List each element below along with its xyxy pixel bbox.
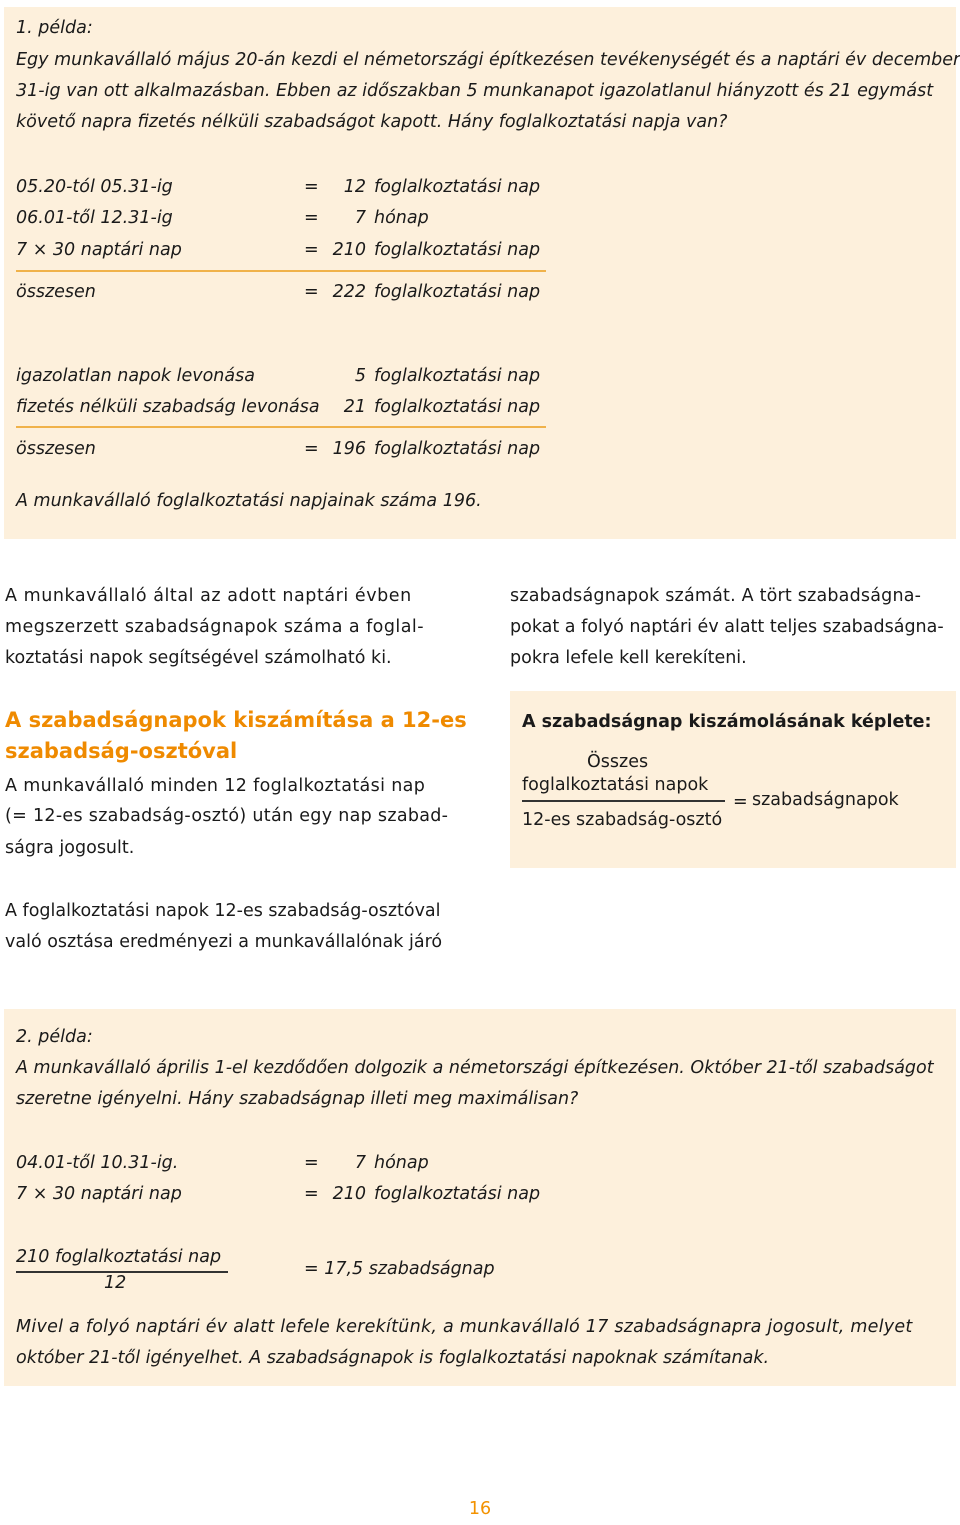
section-heading: A szabadságnapok kiszámítása a 12-es: [5, 708, 467, 732]
sum-rule: [16, 426, 546, 428]
calc-eq: =: [304, 177, 319, 197]
calc-unit: foglalkoztatási nap: [374, 177, 541, 197]
fraction-denominator: 12: [104, 1273, 127, 1293]
formula-denominator: 12-es szabadság-osztó: [522, 810, 723, 830]
formula-numerator: Összes: [587, 752, 649, 772]
example2-question-line: szeretne igényelni. Hány szabadságnap illeti meg maximálisan?: [16, 1089, 579, 1109]
division-paragraph-line: való osztása eredményezi a munkavállalónak járó: [5, 932, 443, 952]
deduction-num: 21: [343, 397, 366, 417]
intro-paragraph-line: koztatási napok segítségével számolható ki.: [5, 648, 392, 668]
example2-title: 2. példa:: [16, 1027, 93, 1047]
page-number: 16: [468, 1499, 492, 1519]
calc-num: 210: [332, 240, 366, 260]
right-paragraph-line: szabadságnapok számát. A tört szabadságna-: [510, 586, 922, 606]
calc-unit: hónap: [374, 1153, 429, 1173]
deduction-label: fizetés nélküli szabadság levonása: [16, 397, 320, 417]
formula-title: A szabadságnap kiszámolásának képlete:: [522, 712, 932, 732]
section-heading: szabadság-osztóval: [5, 739, 238, 763]
example1-question-line: 31-ig van ott alkalmazásban. Ebben az időszakban 5 munkanapot igazolatlanul hiányzott és 21 egymást: [16, 81, 934, 101]
total-label: összesen: [16, 282, 96, 302]
calc-num: 12: [343, 177, 366, 197]
intro-paragraph-line: A munkavállaló által az adott naptári évben: [5, 586, 412, 606]
formula-result: szabadságnapok: [752, 790, 899, 810]
example2-conclusion-line: Mivel a folyó naptári év alatt lefele kerekítünk, a munkavállaló 17 szabadságnapra jogosult, melyet: [16, 1317, 913, 1337]
total-eq: =: [304, 439, 319, 459]
fraction-numerator: 210 foglalkoztatási nap: [16, 1247, 222, 1267]
total-eq: =: [304, 282, 319, 302]
calc-label: 06.01-től 12.31-ig: [16, 208, 173, 228]
calc-eq: =: [304, 240, 319, 260]
calc-eq: =: [304, 208, 319, 228]
division-paragraph-line: A foglalkoztatási napok 12-es szabadság-osztóval: [5, 901, 441, 921]
example2-conclusion-line: október 21-től igényelhet. A szabadságnapok is foglalkoztatási napoknak számítanak.: [16, 1348, 770, 1368]
example1-conclusion: A munkavállaló foglalkoztatási napjainak száma 196.: [16, 491, 482, 511]
total-unit: foglalkoztatási nap: [374, 282, 541, 302]
total-label: összesen: [16, 439, 96, 459]
formula-equals: =: [733, 792, 748, 812]
calc-unit: foglalkoztatási nap: [374, 1184, 541, 1204]
sum-rule: [16, 270, 546, 272]
calc-eq: =: [304, 1184, 319, 1204]
example1-question-line: követő napra fizetés nélküli szabadságot kapott. Hány foglalkoztatási napja van?: [16, 112, 728, 132]
fraction-bar: [522, 800, 725, 802]
total-num: 196: [332, 439, 366, 459]
section-paragraph-line: A munkavállaló minden 12 foglalkoztatási nap: [5, 776, 426, 796]
right-paragraph-line: pokra lefele kell kerekíteni.: [510, 648, 747, 668]
calc-eq: =: [304, 1153, 319, 1173]
section-paragraph-line: (= 12-es szabadság-osztó) után egy nap szabad-: [5, 806, 449, 826]
fraction-result: = 17,5 szabadságnap: [304, 1259, 495, 1279]
formula-numerator: foglalkoztatási napok: [522, 775, 709, 795]
example1-question-line: Egy munkavállaló május 20-án kezdi el németországi építkezésen tevékenységét és a naptári év december: [16, 50, 960, 70]
total-num: 222: [332, 282, 366, 302]
deduction-num: 5: [354, 366, 366, 386]
calc-num: 7: [354, 1153, 366, 1173]
calc-num: 7: [354, 208, 366, 228]
right-paragraph-line: pokat a folyó naptári év alatt teljes szabadságna-: [510, 617, 944, 637]
calc-num: 210: [332, 1184, 366, 1204]
example2-question-line: A munkavállaló április 1-el kezdődően dolgozik a németországi építkezésen. Október 21-től szabadságot: [16, 1058, 934, 1078]
calc-unit: foglalkoztatási nap: [374, 240, 541, 260]
example1-title: 1. példa:: [16, 18, 93, 38]
calc-unit: hónap: [374, 208, 429, 228]
total-unit: foglalkoztatási nap: [374, 439, 541, 459]
section-paragraph-line: ságra jogosult.: [5, 838, 135, 858]
calc-label: 04.01-től 10.31-ig.: [16, 1153, 179, 1173]
deduction-unit: foglalkoztatási nap: [374, 366, 541, 386]
calc-label: 7 × 30 naptári nap: [16, 240, 182, 260]
deduction-label: igazolatlan napok levonása: [16, 366, 255, 386]
intro-paragraph-line: megszerzett szabadságnapok száma a foglal-: [5, 617, 424, 637]
deduction-unit: foglalkoztatási nap: [374, 397, 541, 417]
calc-label: 7 × 30 naptári nap: [16, 1184, 182, 1204]
calc-label: 05.20-tól 05.31-ig: [16, 177, 173, 197]
